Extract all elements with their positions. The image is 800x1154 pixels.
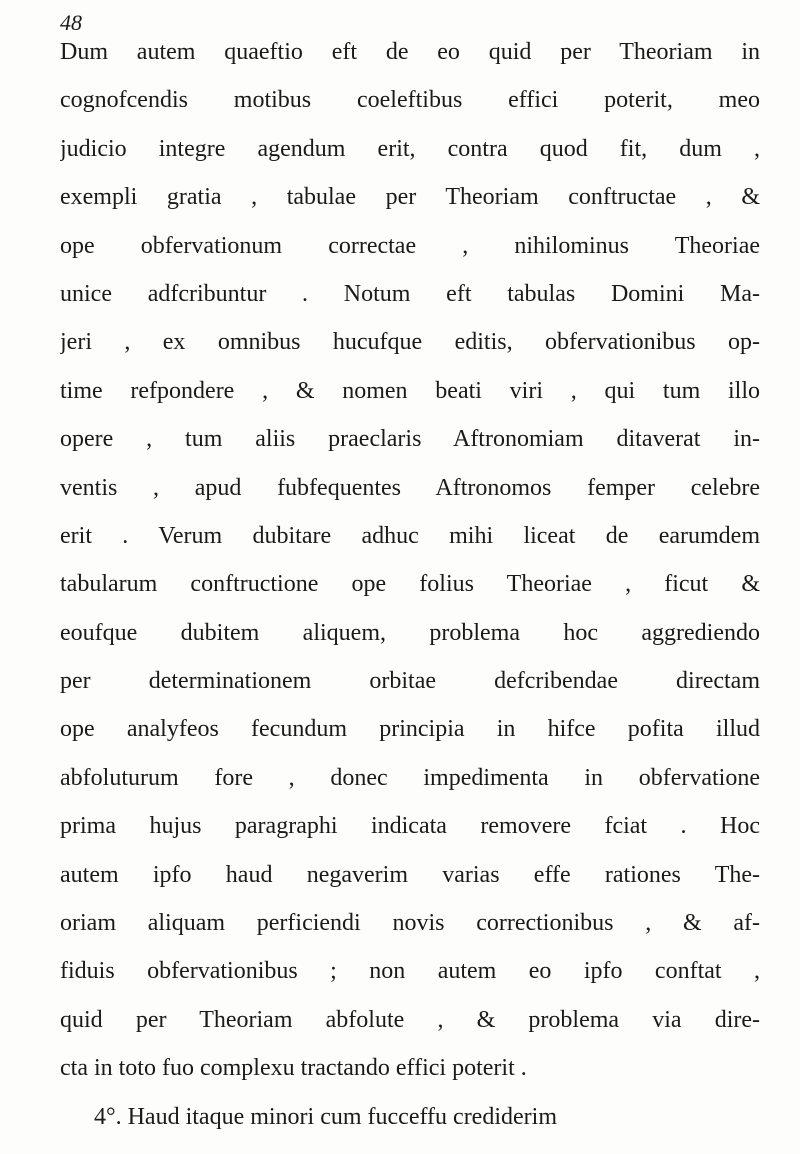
text-line: unice adfcribuntur . Notum eft tabulas Domini Ma-: [60, 280, 760, 307]
body-text: [60, 28, 760, 1141]
text-line: autem ipfo haud negaverim varias effe rationes The-: [60, 861, 760, 888]
text-line: opere , tum aliis praeclaris Aftronomiam ditaverat in-: [60, 426, 760, 453]
text-line: time refpondere , & nomen beati viri , qui tum illo: [60, 377, 760, 404]
text-line: eoufque dubitem aliquem, problema hoc aggrediendo: [60, 619, 760, 646]
text-line: jeri , ex omnibus hucufque editis, obfervationibus op-: [60, 329, 760, 356]
text-line: fiduis obfervationibus ; non autem eo ipfo conftat ,: [60, 958, 760, 985]
text-line: per determinationem orbitae defcribendae directam: [60, 668, 760, 695]
text-line: ope obfervationum correctae , nihilominus Theoriae: [60, 232, 760, 259]
text-line: cta in toto fuo complexu tractando effici poterit .: [60, 1055, 527, 1082]
text-line: tabularum conftructione ope folius Theoriae , ficut &: [60, 571, 760, 598]
text-line: erit . Verum dubitare adhuc mihi liceat de earumdem: [60, 522, 760, 549]
text-line: oriam aliquam perficiendi novis correctionibus , & af-: [60, 910, 760, 937]
text-line: prima hujus paragraphi indicata removere fciat . Hoc: [60, 813, 760, 840]
text-line: Dum autem quaeftio eft de eo quid per Theoriam in: [60, 39, 760, 65]
text-line: quid per Theoriam abfolute , & problema via dire-: [60, 1006, 760, 1033]
page-number: 48: [60, 10, 82, 35]
text-line: 4°. Haud itaque minori cum fucceffu crediderim: [94, 1103, 557, 1130]
text-line: ope analyfeos fecundum principia in hifce pofita illud: [60, 716, 760, 743]
text-line: judicio integre agendum erit, contra quod fit, dum ,: [60, 135, 760, 162]
text-line: exempli gratia , tabulae per Theoriam conftructae , &: [60, 184, 760, 211]
text-line: ventis , apud fubfequentes Aftronomos femper celebre: [60, 474, 760, 501]
text-line: cognofcendis motibus coeleftibus effici poterit, meo: [60, 87, 760, 114]
text-line: abfoluturum fore , donec impedimenta in obfervatione: [60, 764, 760, 791]
